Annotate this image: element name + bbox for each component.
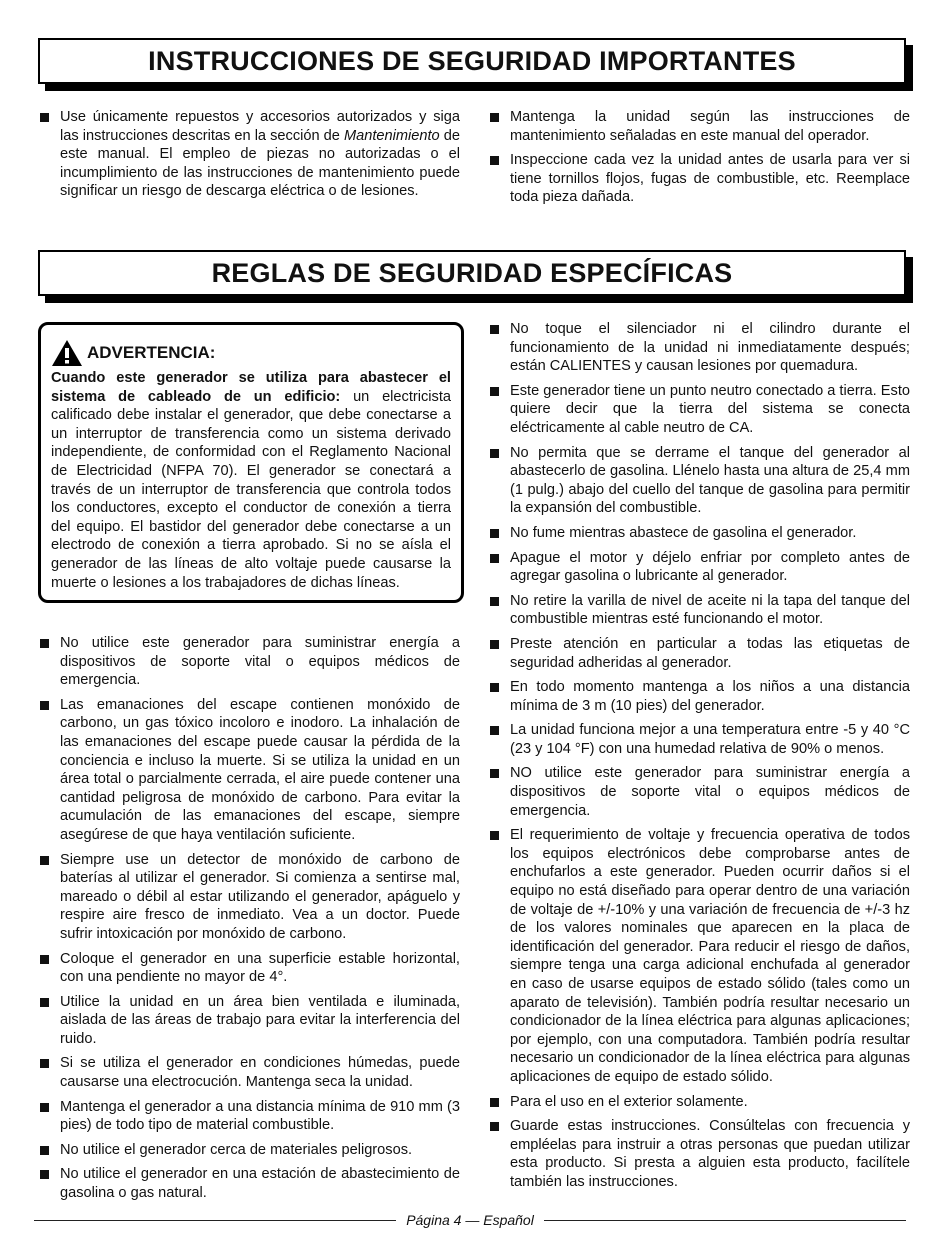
- list-item: Inspeccione cada vez la unidad antes de usarla para ver si tiene tornillos flojos, fugas de combustible, etc. Reemplace toda pieza dañada.: [488, 151, 910, 207]
- warning-heading: [51, 339, 451, 367]
- section-title-specific: REGLAS DE SEGURIDAD ESPECÍFICAS: [38, 250, 906, 296]
- maintenance-ref: Mantenimiento: [343, 127, 440, 144]
- list-item: No utilice el generador cerca de materiales peligrosos.: [38, 1141, 460, 1160]
- warning-triangle-icon: [51, 339, 83, 367]
- list-item: No utilice el generador en una estación de abastecimiento de gasolina o gas natural.: [38, 1165, 460, 1202]
- footer-rule-left: [34, 1220, 396, 1221]
- list-item: Preste atención en particular a todas las etiquetas de seguridad adheridas al generador.: [488, 635, 910, 672]
- section-title-important: INSTRUCCIONES DE SEGURIDAD IMPORTANTES: [38, 38, 906, 84]
- warning-heading-text: ADVERTENCIA:: [87, 342, 216, 362]
- important-right-column: [488, 108, 910, 213]
- list-item: Utilice la unidad en un área bien ventilada e iluminada, aislada de las áreas de trabajo para evitar la interferencia del ruido.: [38, 993, 460, 1049]
- list-item: No toque el silenciador ni el cilindro durante el funcionamiento de la unidad ni inmediatamente después; están CALIENTES y causan lesiones por quemadura.: [488, 320, 910, 376]
- footer-rule-right: [544, 1220, 906, 1221]
- list-item: Mantenga la unidad según las instrucciones de mantenimiento señaladas en este manual del operador.: [488, 108, 910, 145]
- list-item: No retire la varilla de nivel de aceite ni la tapa del tanque del combustible mientras esté funcionando el motor.: [488, 592, 910, 629]
- list-item: Las emanaciones del escape contienen monóxido de carbono, un gas tóxico incoloro e inodoro. La inhalación de las emanaciones del escape puede causar la pérdida de la conciencia e incluso la muerte. Si se utiliza la unidad en un área total o parcialmente cerrada, el aire puede contener una cantidad peligrosa de monóxido de carbono. Para evitar la acumulación de las emanaciones del escape, siempre asegúrese de que haya ventilación suficiente.: [38, 696, 460, 845]
- page-number: Página 4 — Español: [406, 1212, 534, 1228]
- list-item: Siempre use un detector de monóxido de carbono de baterías al utilizar el generador. Si comienza a sentirse mal, mareado o débil al estar utilizando el generador, apáguelo y respire aire fresco de inmediato. Vea a un doctor. Puede sufrir intoxicación por monóxido de carbono.: [38, 851, 460, 944]
- list-item: Mantenga el generador a una distancia mínima de 910 mm (3 pies) de todo tipo de material combustible.: [38, 1098, 460, 1135]
- warning-text: [51, 369, 451, 592]
- list-item: Para el uso en el exterior solamente.: [488, 1093, 910, 1112]
- list-item: Guarde estas instrucciones. Consúltelas con frecuencia y empléelas para instruir a otras personas que puedan utilizar esta producto. Si presta a alguien esta producto, facilítele también las instrucciones.: [488, 1117, 910, 1191]
- warning-box: [38, 322, 464, 603]
- list-item: No utilice este generador para suministrar energía a dispositivos de soporte vital o equipos médicos de emergencia.: [38, 634, 460, 690]
- list-item: Si se utiliza el generador en condiciones húmedas, puede causarse una electrocución. Mantenga seca la unidad.: [38, 1054, 460, 1091]
- warning-body: un electricista calificado debe instalar el generador, que debe conectarse a un interruptor de transferencia como un sistema derivado independiente, de conformidad con el Reglamento Nacional de Electricidad (NFPA 70). El generador se conectará a través de un interruptor de transferencia que controla todos los conductores, excepto el conductor de conexión a tierra del equipo. El bastidor del generador debe conectarse a un electrodo de conexión a tierra aprobado. Si no se aísla el generador de las líneas de alto voltaje puede causarse la muerte o lesiones a los trabajadores de dichas líneas.: [51, 388, 451, 591]
- item-text: de este manual. El empleo de piezas no autorizadas o el incumplimiento de las instrucciones de mantenimiento puede significar un riesgo de descarga eléctrica o de lesiones.: [60, 127, 460, 200]
- list-item: NO utilice este generador para suministrar energía a dispositivos de soporte vital o equipos médicos de emergencia.: [488, 764, 910, 820]
- list-item: No permita que se derrame el tanque del generador al abastecerlo de gasolina. Llénelo hasta una altura de 25,4 mm (1 pulg.) abajo del cuello del tanque de gasolina para permitir la expansión del combustible.: [488, 444, 910, 518]
- important-left-column: [38, 108, 460, 207]
- item-text: Use únicamente repuestos y accesorios autorizados y siga las instrucciones descritas en la sección de: [60, 109, 460, 144]
- warning-lead: Cuando este generador se utiliza para abastecer el sistema de cableado de un edificio:: [51, 370, 451, 405]
- list-item: [38, 108, 460, 201]
- list-item: Apague el motor y déjelo enfriar por completo antes de agregar gasolina o lubricante al generador.: [488, 549, 910, 586]
- list-item: El requerimiento de voltaje y frecuencia operativa de todos los equipos electrónicos debe comprobarse antes de enchufarlos a este generador. Pueden ocurrir daños si el equipo no está diseñado para operar dentro de una variación de voltaje de +/-10% y una variación de frecuencia de +/-3 hz de los valores nominales que aparecen en la placa de identificación del generador. Para reducir el riesgo de daños, siempre tenga una carga adicional enchufada al generador en caso de usarse equipos de estado sólido (tales como un aparato de televisión). También podría resultar necesario un condicionador de la línea eléctrica para algunas aplicaciones; por ejemplo, con una computadora. También podría resultar necesario un condicionador de la línea eléctrica para algunas aplicaciones de equipo de estado sólido.: [488, 826, 910, 1086]
- specific-left-column: [38, 634, 460, 1209]
- list-item: No fume mientras abastece de gasolina el generador.: [488, 524, 910, 543]
- specific-right-column: [488, 320, 910, 1198]
- list-item: La unidad funciona mejor a una temperatura entre -5 y 40 °C (23 y 104 °F) con una humedad relativa de 90% o menos.: [488, 721, 910, 758]
- page-footer: [34, 1208, 906, 1232]
- list-item: En todo momento mantenga a los niños a una distancia mínima de 3 m (10 pies) del generador.: [488, 678, 910, 715]
- list-item: Este generador tiene un punto neutro conectado a tierra. Esto quiere decir que la tierra del sistema se conecta eléctricamente al cable neutro de CA.: [488, 382, 910, 438]
- list-item: Coloque el generador en una superficie estable horizontal, con una pendiente no mayor de 4°.: [38, 950, 460, 987]
